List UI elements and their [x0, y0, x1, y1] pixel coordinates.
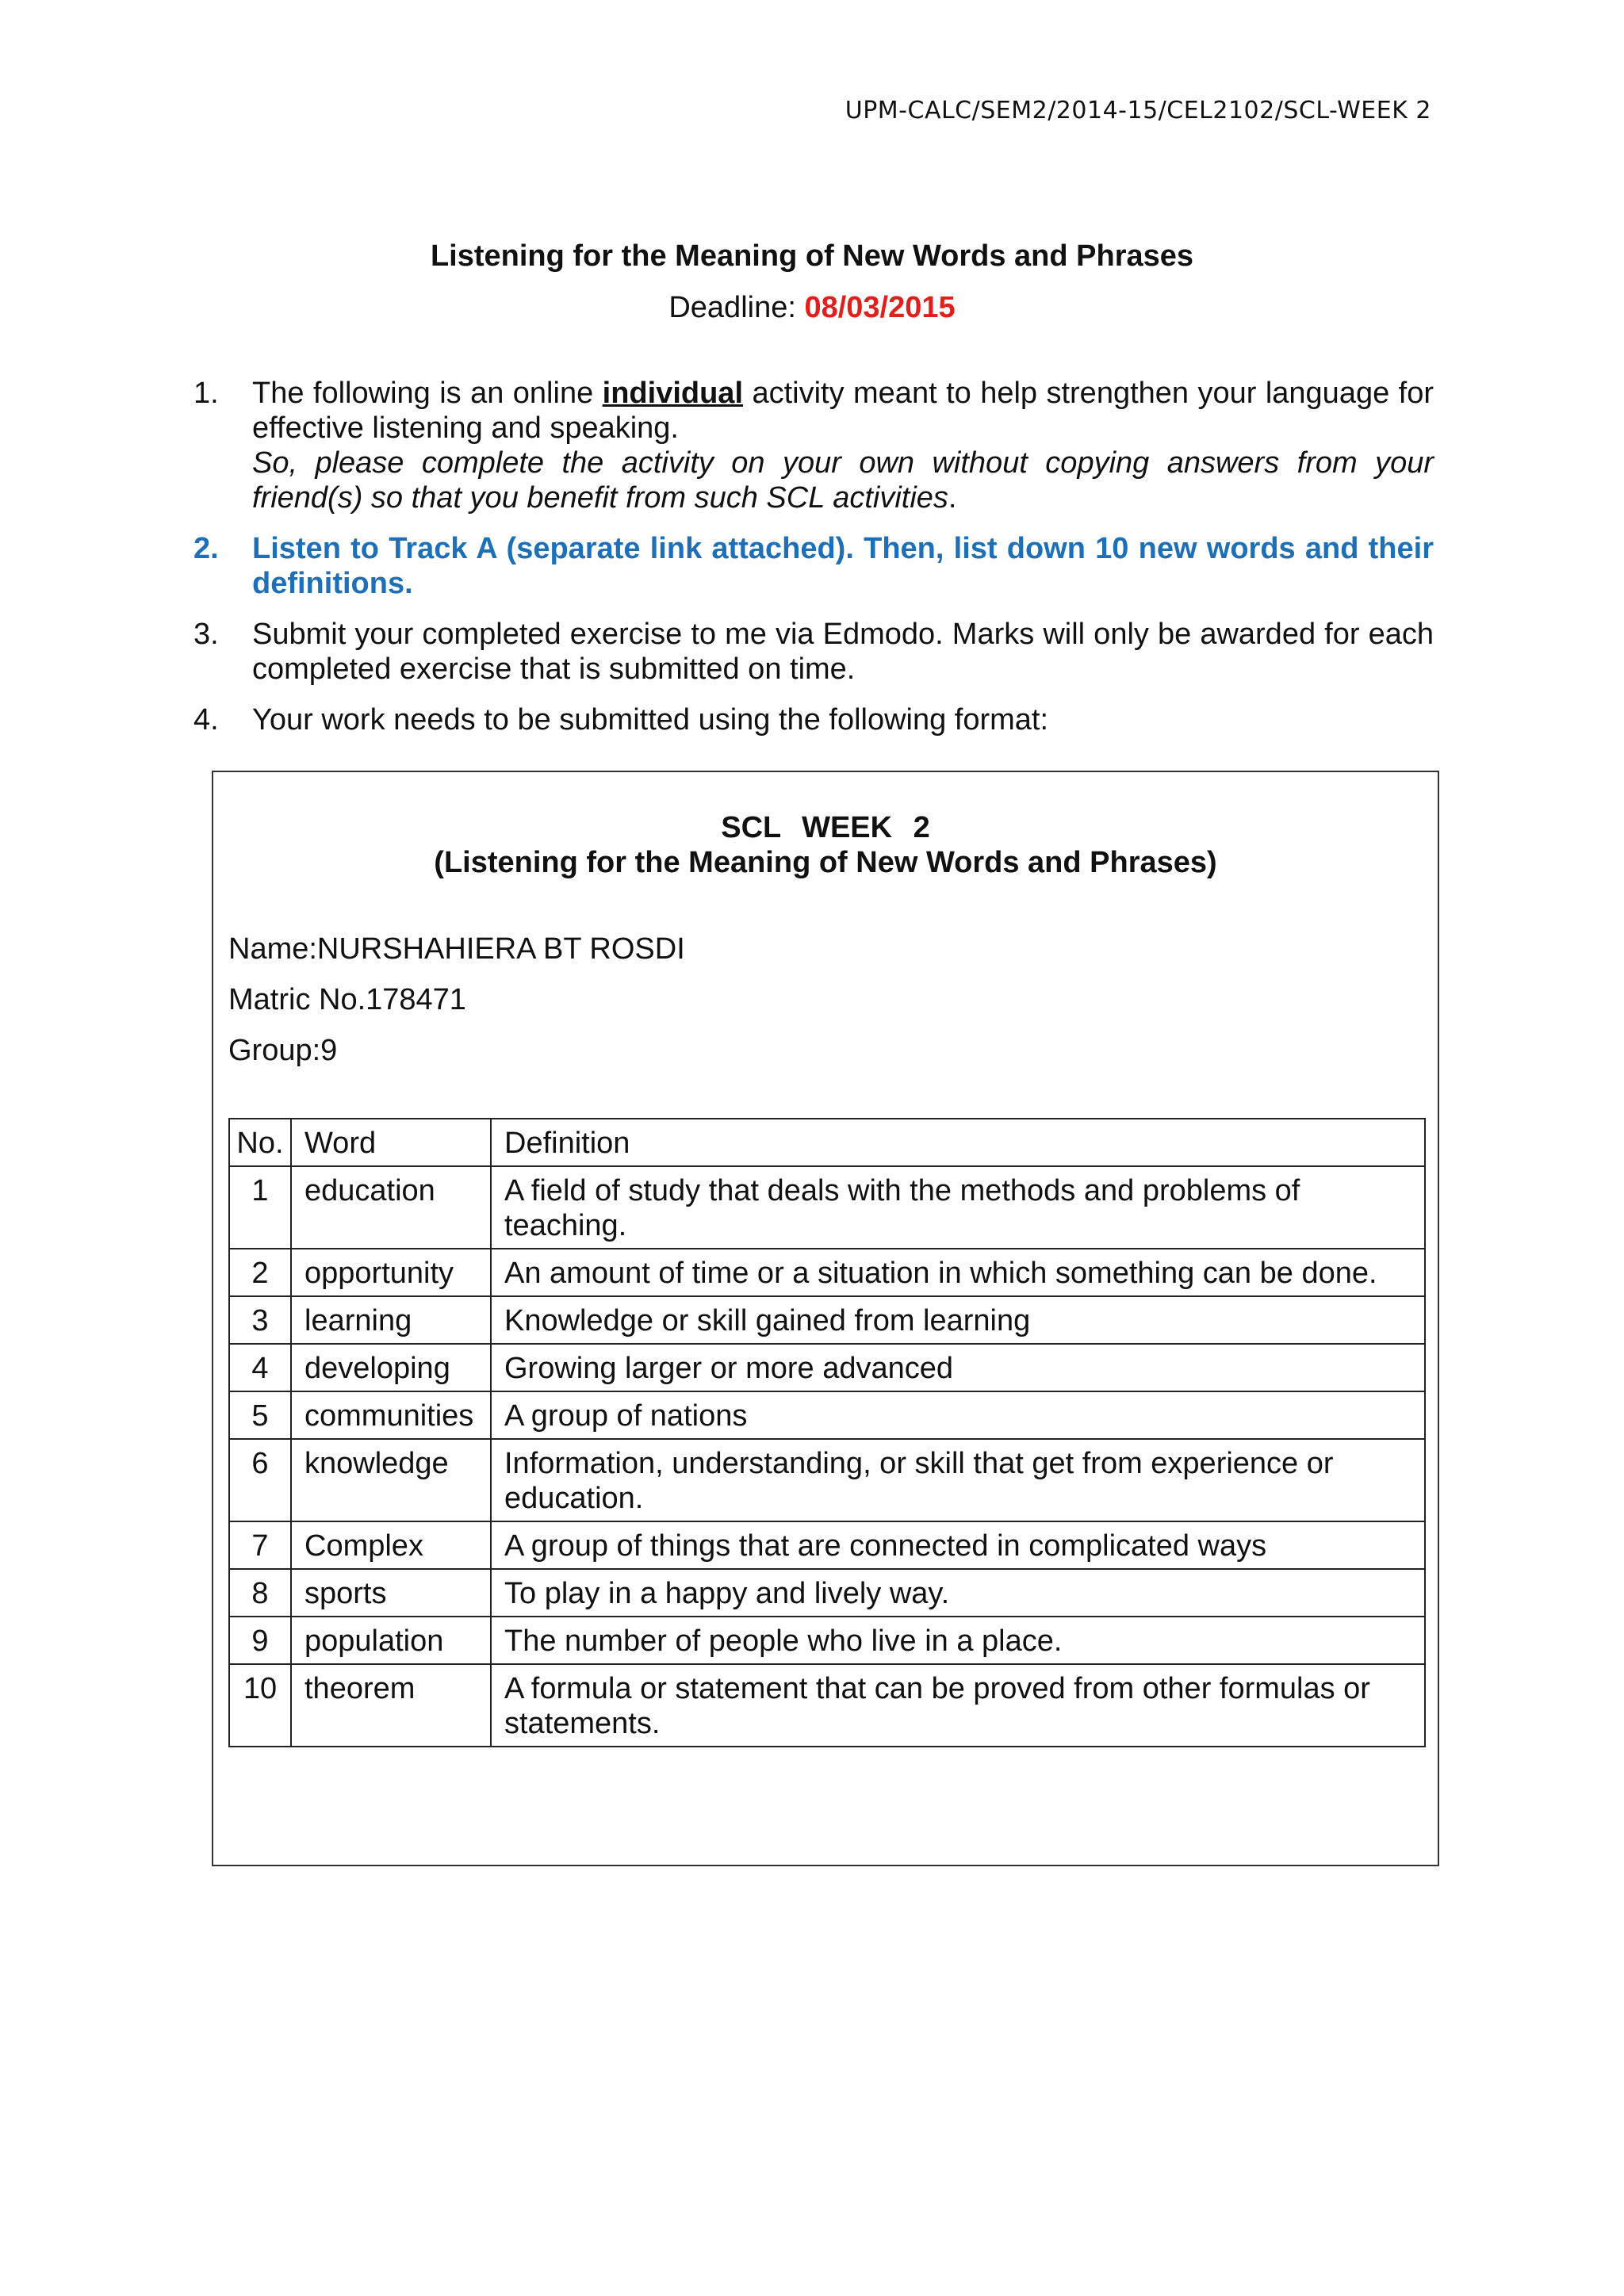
instruction-text: Listen to Track A (separate link attached). Then, list down 10 new words and their definitions. [252, 532, 1434, 600]
cell-word: learning [291, 1296, 491, 1344]
cell-no: 3 [229, 1296, 291, 1344]
table-row [229, 1296, 1425, 1344]
cell-word: opportunity [291, 1249, 491, 1296]
cell-word: knowledge [291, 1439, 491, 1521]
cell-definition: A field of study that deals with the methods and problems of teaching. [491, 1166, 1425, 1249]
instructions-list [193, 376, 1434, 753]
instruction-item-1 [193, 376, 1434, 515]
cell-word: communities [291, 1391, 491, 1439]
cell-no: 6 [229, 1439, 291, 1521]
cell-word: Complex [291, 1521, 491, 1569]
box-title-week: SCL WEEK 2 [721, 811, 930, 844]
cell-definition: The number of people who live in a place. [491, 1617, 1425, 1664]
cell-word: developing [291, 1344, 491, 1391]
instruction-text: Submit your completed exercise to me via Edmodo. Marks will only be awarded for each completed exercise that is submitted on time. [252, 618, 1434, 686]
instruction-item-4 [193, 702, 1434, 737]
cell-no: 10 [229, 1664, 291, 1747]
cell-definition: Information, understanding, or skill that get from experience or education. [491, 1439, 1425, 1521]
instruction-item-3 [193, 617, 1434, 687]
table-row [229, 1391, 1425, 1439]
instruction-text-part: activity meant to help strengthen your language for effective listening and speaking. [252, 377, 1434, 445]
page-title: Listening for the Meaning of New Words and Phrases [430, 239, 1194, 273]
column-header-definition: Definition [491, 1119, 1425, 1166]
instruction-number: 3. [193, 618, 219, 651]
table-row [229, 1664, 1425, 1747]
cell-word: population [291, 1617, 491, 1664]
cell-no: 9 [229, 1617, 291, 1664]
table-row [229, 1521, 1425, 1569]
cell-no: 7 [229, 1521, 291, 1569]
table-row [229, 1344, 1425, 1391]
cell-definition: A group of nations [491, 1391, 1425, 1439]
deadline-date: 08/03/2015 [804, 291, 956, 324]
instruction-text [252, 376, 1434, 515]
cell-no: 8 [229, 1569, 291, 1617]
group-number: Group:9 [228, 1034, 338, 1067]
instruction-italic-note: So, please complete the activity on your own without copying answers from your friend(s) so that you benefit from such SCL activities [252, 446, 1434, 515]
instruction-italic-end: . [948, 481, 957, 515]
document-code-header: UPM-CALC/SEM2/2014-15/CEL2102/SCL-WEEK 2 [845, 97, 1431, 124]
box-title [213, 810, 1438, 880]
cell-no: 2 [229, 1249, 291, 1296]
instruction-number: 1. [193, 377, 219, 410]
deadline-line [0, 291, 1624, 325]
instruction-number: 4. [193, 703, 219, 737]
column-header-no: No. [229, 1119, 291, 1166]
table-row [229, 1617, 1425, 1664]
student-name: Name:NURSHAHIERA BT ROSDI [228, 932, 685, 966]
cell-definition: An amount of time or a situation in which something can be done. [491, 1249, 1425, 1296]
instruction-item-2 [193, 531, 1434, 601]
word-definitions-table [228, 1118, 1426, 1747]
submission-format-box [212, 771, 1439, 1866]
cell-definition: A group of things that are connected in complicated ways [491, 1521, 1425, 1569]
table-row [229, 1569, 1425, 1617]
cell-word: sports [291, 1569, 491, 1617]
instruction-text-part: The following is an online [252, 377, 594, 410]
table-row [229, 1249, 1425, 1296]
cell-no: 4 [229, 1344, 291, 1391]
instruction-emphasis: individual [602, 377, 744, 410]
cell-definition: Growing larger or more advanced [491, 1344, 1425, 1391]
cell-definition: To play in a happy and lively way. [491, 1569, 1425, 1617]
cell-word: education [291, 1166, 491, 1249]
column-header-word: Word [291, 1119, 491, 1166]
table-header-row [229, 1119, 1425, 1166]
matric-number: Matric No.178471 [228, 983, 466, 1016]
cell-no: 5 [229, 1391, 291, 1439]
box-title-subtitle: (Listening for the Meaning of New Words and Phrases) [434, 846, 1217, 879]
table-row [229, 1166, 1425, 1249]
instruction-text: Your work needs to be submitted using the following format: [252, 703, 1049, 737]
table-row [229, 1439, 1425, 1521]
cell-definition: A formula or statement that can be proved from other formulas or statements. [491, 1664, 1425, 1747]
cell-definition: Knowledge or skill gained from learning [491, 1296, 1425, 1344]
cell-word: theorem [291, 1664, 491, 1747]
instruction-number: 2. [193, 532, 219, 565]
cell-no: 1 [229, 1166, 291, 1249]
deadline-label: Deadline: [668, 291, 796, 324]
